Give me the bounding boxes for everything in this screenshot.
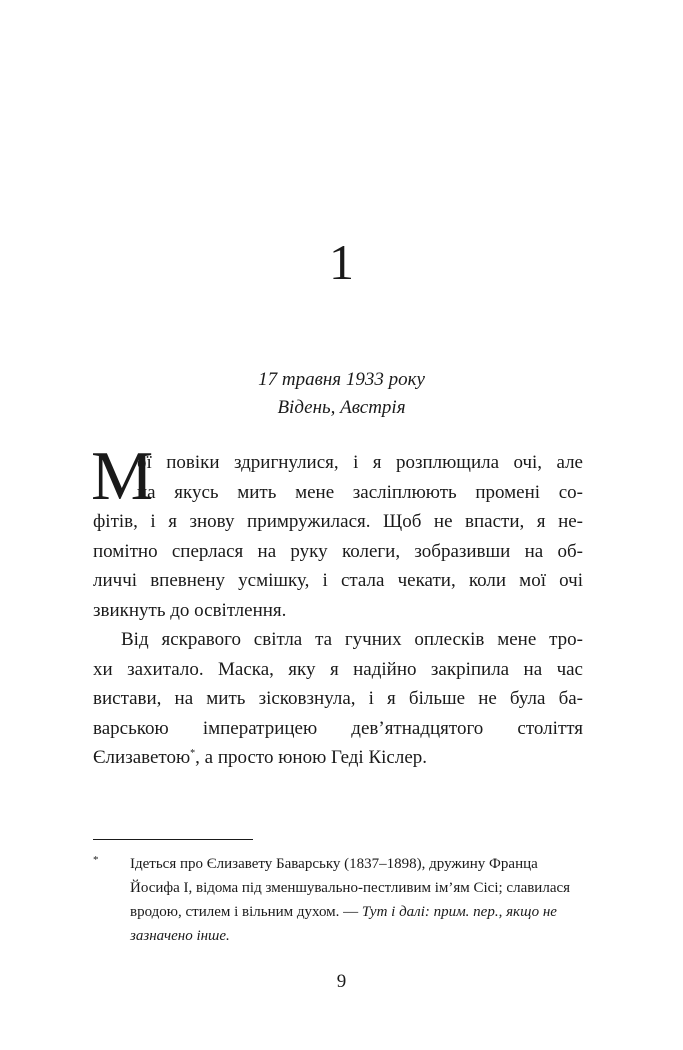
paragraph-1-line: личчі впевнену усмішку, і стала чекати, коли мої очі [93,570,583,591]
paragraph-2-line: варською імператрицею дев’ятнадцятого століття [93,717,583,739]
paragraph-1-line: помітно сперлася на руку колеги, зобразивши на об- [93,540,583,562]
chapter-number: 1 [329,234,354,290]
paragraph-2-text: , а просто юною Геді Кіслер. [195,747,428,768]
paragraph-1-line: звикнуть до освітлення. [93,599,287,621]
paragraph-2-line: Від яскравого світла та гучних оплесків мене тро- [121,629,583,650]
footnote-marker: * [93,854,99,866]
page-number: 9 [336,971,347,992]
paragraph-2-line [93,743,583,773]
footnote-translator-note: Тут і далі: прим. пер., якщо не зазначено інше. [130,904,557,944]
paragraph-1-line: на якусь мить мене засліплюють промені со- [137,481,583,503]
body-text [91,438,583,773]
paragraph-1-line: фітів, і я знову примружилася. Щоб не впасти, я не- [93,511,583,532]
paragraph-1-line: ої повіки здригнулися, і я розплющила очі, але [137,452,583,473]
paragraph-2-text: Єлизаветою [93,747,191,768]
drop-cap: М [91,438,154,515]
footnote-divider [93,839,253,840]
paragraph-2-line: вистави, на мить зісковзнула, і я більше не була ба- [93,688,583,709]
dateline-place: Відень, Австрія [277,397,406,418]
footnote-text: Ідеться про Єлизавету Баварську (1837–1898), дружину Франца Йосифа І, відома під зменшувально-пестливим ім’ям Сісі; славилася вродою, стилем і вільним духом. — [130,856,571,920]
chapter-dateline [0,366,683,422]
footnote-reference[interactable]: * [190,748,196,759]
dateline-date: 17 травня 1933 року [258,369,425,390]
paragraph-2-line: хи захитало. Маска, яку я надійно закріпила на час [93,658,583,680]
footnote [130,852,583,948]
